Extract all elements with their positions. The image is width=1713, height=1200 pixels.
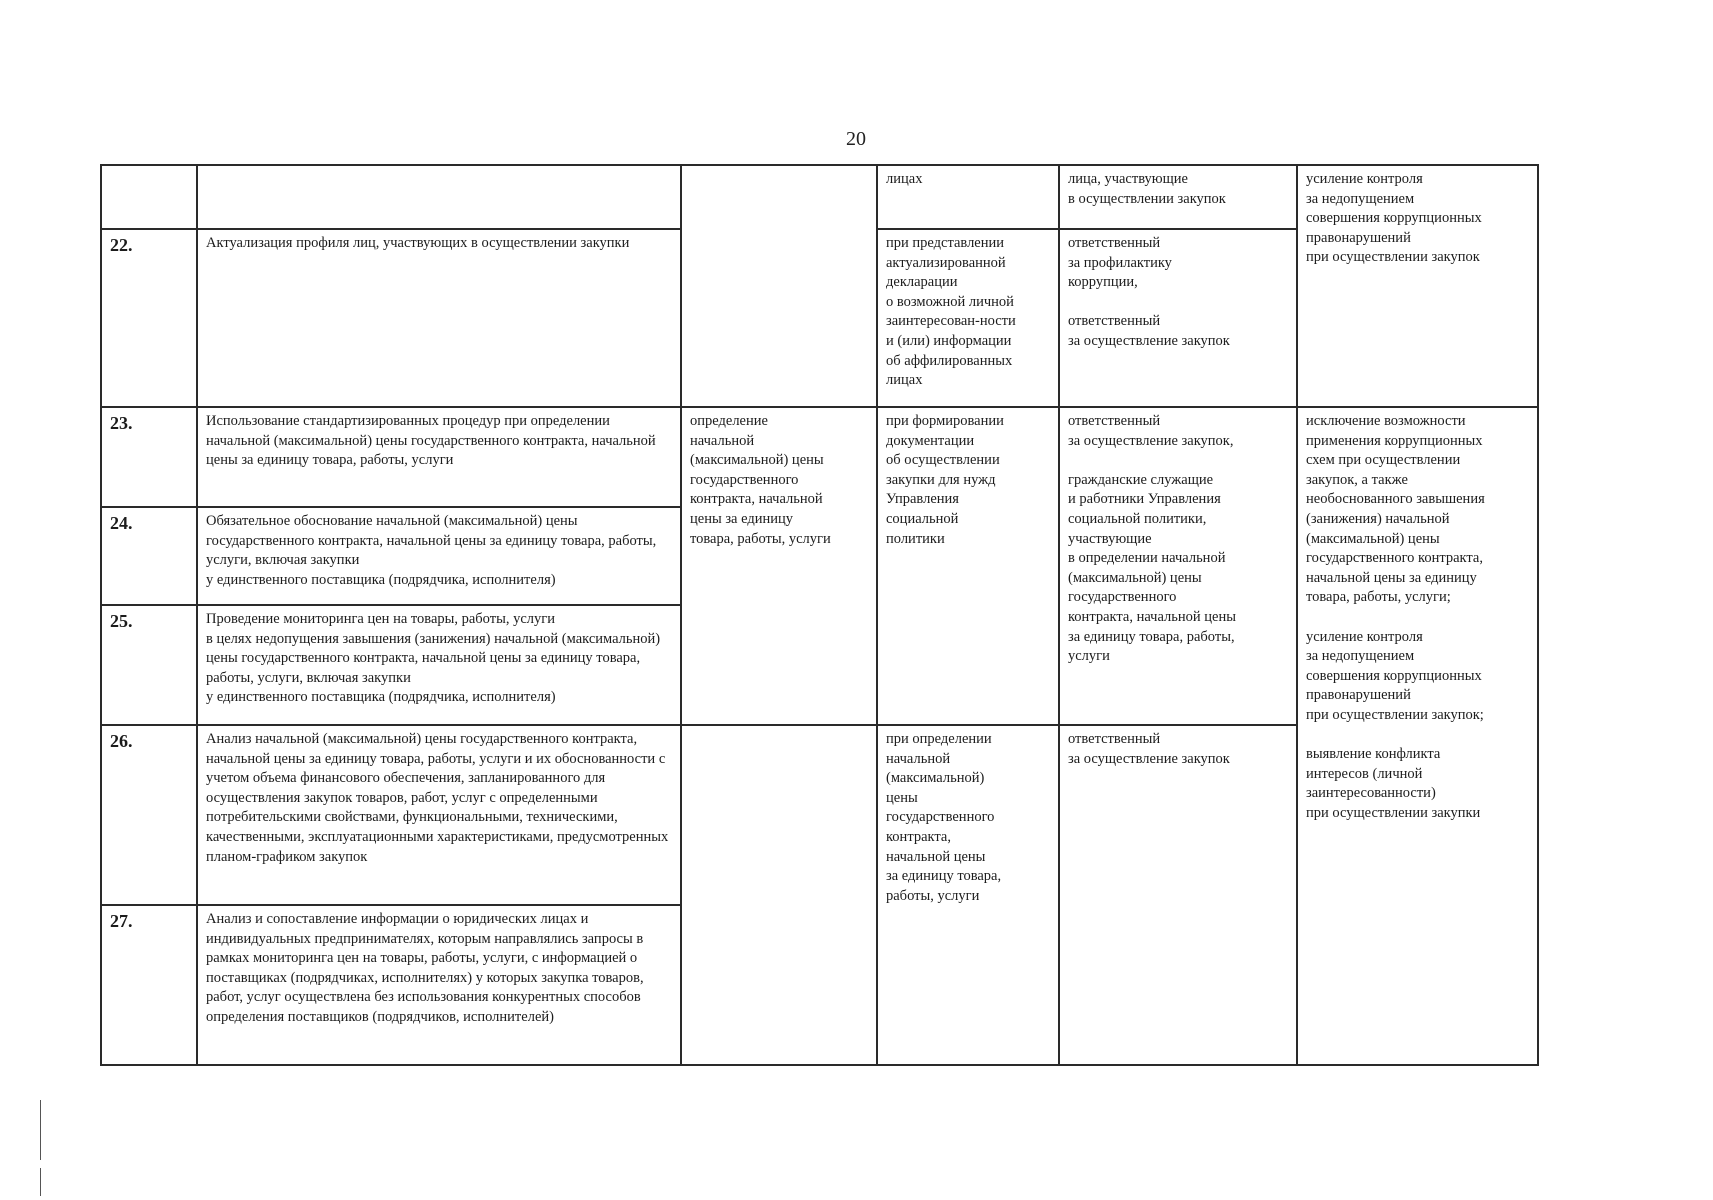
measure-text: Анализ и сопоставление информации о юридических лицах и индивидуальных предпринимателях, которым направлялись запросы в рамках мониторинга цен на товары, работы, услуги, с информацией о поставщиках (подрядчиках, исполнителях) у которых закупка товаров, работ, услуг осуществлена без использования конкурентных способов определения поставщиков (подрядчиков, исполнителей) <box>206 911 644 1025</box>
table-row-continuation <box>101 165 1538 229</box>
responsible-cell-continuation <box>1059 165 1297 229</box>
row-number: 27. <box>101 905 197 1065</box>
row-number: 24. <box>101 507 197 605</box>
measure-text: Проведение мониторинга цен на товары, работы, услуги в целях недопущения завышения (занижения) начальной (максимальной) цены государственного контракта, начальной цены за единицу товара, работы, услуги, включая закупки у единственного поставщика (подрядчика, исполнителя) <box>206 611 661 706</box>
measures-table <box>100 164 1539 1066</box>
responsible-text: ответственный за осуществление закупок <box>1068 731 1230 767</box>
num-cell-empty <box>101 165 197 229</box>
measure-cell-empty <box>197 165 681 229</box>
row-number: 22. <box>101 229 197 407</box>
area-cell <box>681 407 877 725</box>
measure-text: Использование стандартизированных процедур при определении начальной (максимальной) цены государственного контракта, начальной цены за единицу товара, работы, услуги <box>206 413 656 469</box>
measure-cell <box>197 407 681 507</box>
responsible-cell <box>1059 725 1297 1065</box>
result-cell-continuation <box>1297 165 1538 407</box>
measure-text: Актуализация профиля лиц, участвующих в осуществлении закупки <box>206 235 630 251</box>
timing-text: при представлении актуализированной декларации о возможной личной заинтересован-ности и (или) информации об аффилированных лицах <box>886 235 1016 389</box>
page-number: 20 <box>846 128 866 150</box>
measure-cell <box>197 905 681 1065</box>
measure-cell <box>197 229 681 407</box>
timing-cell <box>877 407 1059 725</box>
scan-artifact-line <box>40 1100 41 1160</box>
row-number: 25. <box>101 605 197 725</box>
timing-text: лицах <box>886 171 923 187</box>
timing-cell-continuation <box>877 165 1059 229</box>
timing-text: при определении начальной (максимальной) цены государственного контракта, начальной цены за единицу товара, работы, услуги <box>886 731 1002 904</box>
responsible-text: ответственный за осуществление закупок, гражданские служащие и работники Управления социальной политики, участвующие в определении начальной (максимальной) цены государственного контракта, начальной цены за единицу товара, работы, услуги <box>1068 413 1236 665</box>
responsible-text: ответственный за профилактику коррупции, ответственный за осуществление закупок <box>1068 235 1230 349</box>
table-row-23 <box>101 407 1538 507</box>
responsible-text: лица, участвующие в осуществлении закупок <box>1068 171 1226 207</box>
responsible-cell <box>1059 229 1297 407</box>
row-number: 23. <box>101 407 197 507</box>
responsible-cell <box>1059 407 1297 725</box>
measure-text: Анализ начальной (максимальной) цены государственного контракта, начальной цены за единицу товара, работы, услуги и их обоснованности с учетом объема финансового обеспечения, запланированного для осуществления закупок товаров, работ, услуг с определенными потребительскими свойствами, функциональными, техническими, качественными, эксплуатационными характеристиками, предусмотренных планом-графиком закупок <box>206 731 669 865</box>
measure-cell <box>197 725 681 905</box>
measure-cell <box>197 605 681 725</box>
result-text: исключение возможности применения коррупционных схем при осуществлении закупок, а также необоснованного завышения (занижения) начальной (максимальной) цены государственного контракта, начальной цены за единицу товара, работы, услуги; усиление контроля за недопущением совершения коррупционных правонарушений при осуществлении закупок; выявление конфликта интересов (личной заинтересованности) при осуществлении закупки <box>1306 413 1485 821</box>
measure-cell <box>197 507 681 605</box>
result-cell <box>1297 407 1538 1065</box>
timing-text: при формировании документации об осуществлении закупки для нужд Управления социальной политики <box>886 413 1004 547</box>
area-cell-empty <box>681 725 877 1065</box>
timing-cell <box>877 229 1059 407</box>
result-text: усиление контроля за недопущением совершения коррупционных правонарушений при осуществлении закупок <box>1306 171 1482 266</box>
area-cell-empty <box>681 165 877 407</box>
scan-artifact-line <box>40 1168 41 1196</box>
timing-cell <box>877 725 1059 1065</box>
measure-text: Обязательное обоснование начальной (максимальной) цены государственного контракта, начальной цены за единицу товара, работы, услуги, включая закупки у единственного поставщика (подрядчика, исполнителя) <box>206 513 657 588</box>
area-text: определение начальной (максимальной) цены государственного контракта, начальной цены за единицу товара, работы, услуги <box>690 413 831 547</box>
row-number: 26. <box>101 725 197 905</box>
